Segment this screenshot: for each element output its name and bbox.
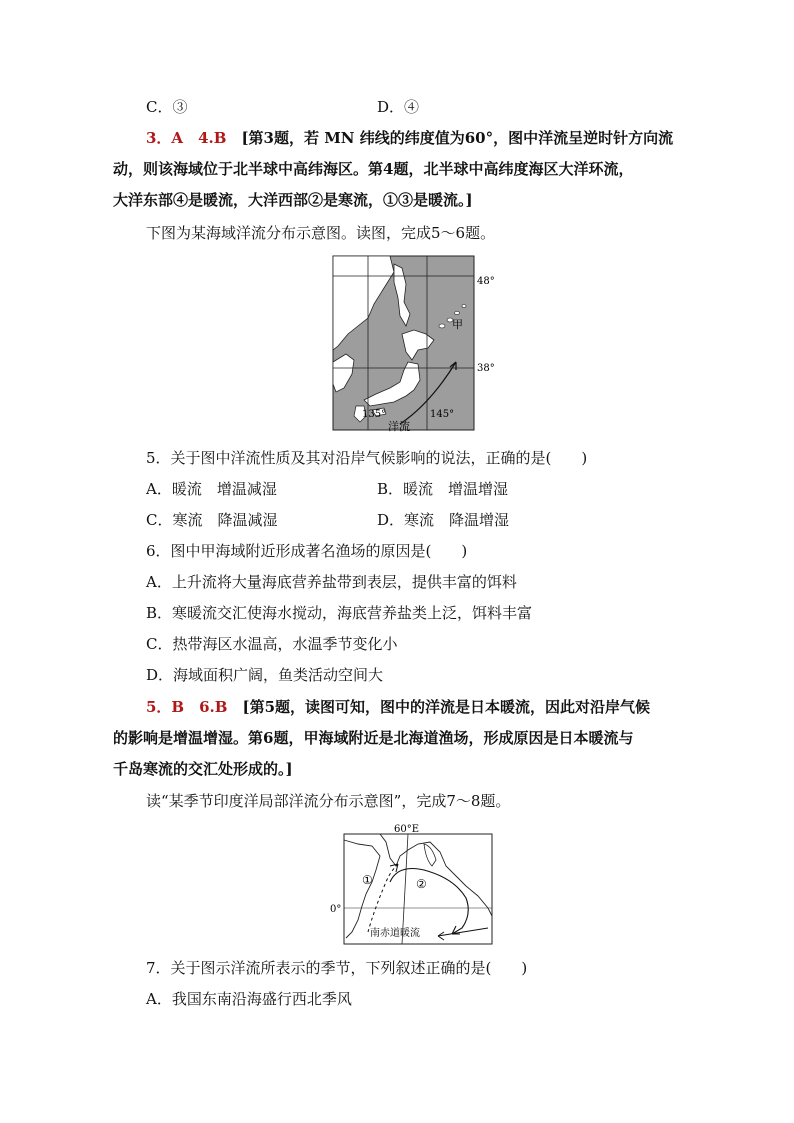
q5-stem: 5．关于图中洋流性质及其对沿岸气候影响的说法，正确的是( ) — [146, 449, 588, 467]
q6-option-a: A．上升流将大量海底营养盐带到表层，提供丰富的饵料 — [146, 573, 517, 591]
lat-38-label: 38° — [477, 363, 495, 374]
q6-stem: 6．图中甲海域附近形成著名渔场的原因是( ) — [146, 542, 468, 560]
answer-5-6-line2: 的影响是增温增湿。第6题，甲海域附近是北海道渔场，形成原因是日本暖流与 — [113, 729, 634, 747]
lat-0-label: 0° — [330, 904, 342, 915]
lat-48-label: 48° — [477, 276, 495, 287]
answer-text: [第3题，若 MN 纬线的纬度值为60°，图中洋流呈逆时针方向流 — [241, 129, 674, 147]
current-2-label: ② — [416, 877, 427, 891]
answer-number: 3．A 4.B — [146, 129, 227, 147]
q6-option-d: D．海域面积广阔，鱼类活动空间大 — [146, 666, 384, 684]
q5-option-b: B．暖流 增温增湿 — [377, 480, 509, 498]
lon-135-label: 135° — [362, 409, 387, 420]
answer-5-6-line3: 千岛寒流的交汇处形成的。] — [113, 760, 293, 778]
q7-option-a: A．我国东南沿海盛行西北季风 — [146, 990, 352, 1008]
q5-option-a: A．暖流 增温减湿 — [146, 480, 277, 498]
current-1-label: ① — [362, 873, 373, 887]
indian-ocean-current-map — [328, 820, 498, 946]
answer-text: [第5题，读图可知，图中的洋流是日本暖流，因此对沿岸气候 — [242, 698, 651, 716]
q7-stem: 7．关于图示洋流所表示的季节，下列叙述正确的是( ) — [146, 959, 528, 977]
current-label: 洋流 — [388, 420, 410, 433]
option-d: D．④ — [377, 98, 420, 116]
q6-option-b: B．寒暖流交汇使海水搅动，海底营养盐类上泛，饵料丰富 — [146, 604, 533, 622]
south-equatorial-warm-current-label: 南赤道暖流 — [370, 928, 420, 939]
intro-5-6: 下图为某海域洋流分布示意图。读图，完成5～6题。 — [146, 224, 496, 242]
intro-7-8: 读“某季节印度洋局部洋流分布示意图”，完成7～8题。 — [146, 792, 511, 810]
answer-3-4-line3: 大洋东部④是暖流，大洋西部②是寒流，①③是暖流。] — [113, 191, 473, 209]
lon-145-label: 145° — [430, 409, 455, 420]
q5-option-c: C．寒流 降温减湿 — [146, 511, 278, 529]
japan-current-map — [330, 254, 500, 434]
answer-5-6-line1 — [146, 697, 650, 717]
option-c: C．③ — [146, 98, 188, 116]
q6-option-c: C．热带海区水温高，水温季节变化小 — [146, 635, 398, 653]
q5-option-d: D．寒流 降温增湿 — [377, 511, 510, 529]
answer-number: 5．B 6.B — [146, 698, 228, 716]
answer-3-4-line1 — [146, 128, 673, 148]
answer-3-4-line2: 动，则该海域位于北半球中高纬海区。第4题，北半球中高纬度海区大洋环流， — [113, 160, 634, 178]
jia-label: 甲 — [452, 318, 463, 331]
lon-60e-label: 60°E — [394, 824, 420, 835]
